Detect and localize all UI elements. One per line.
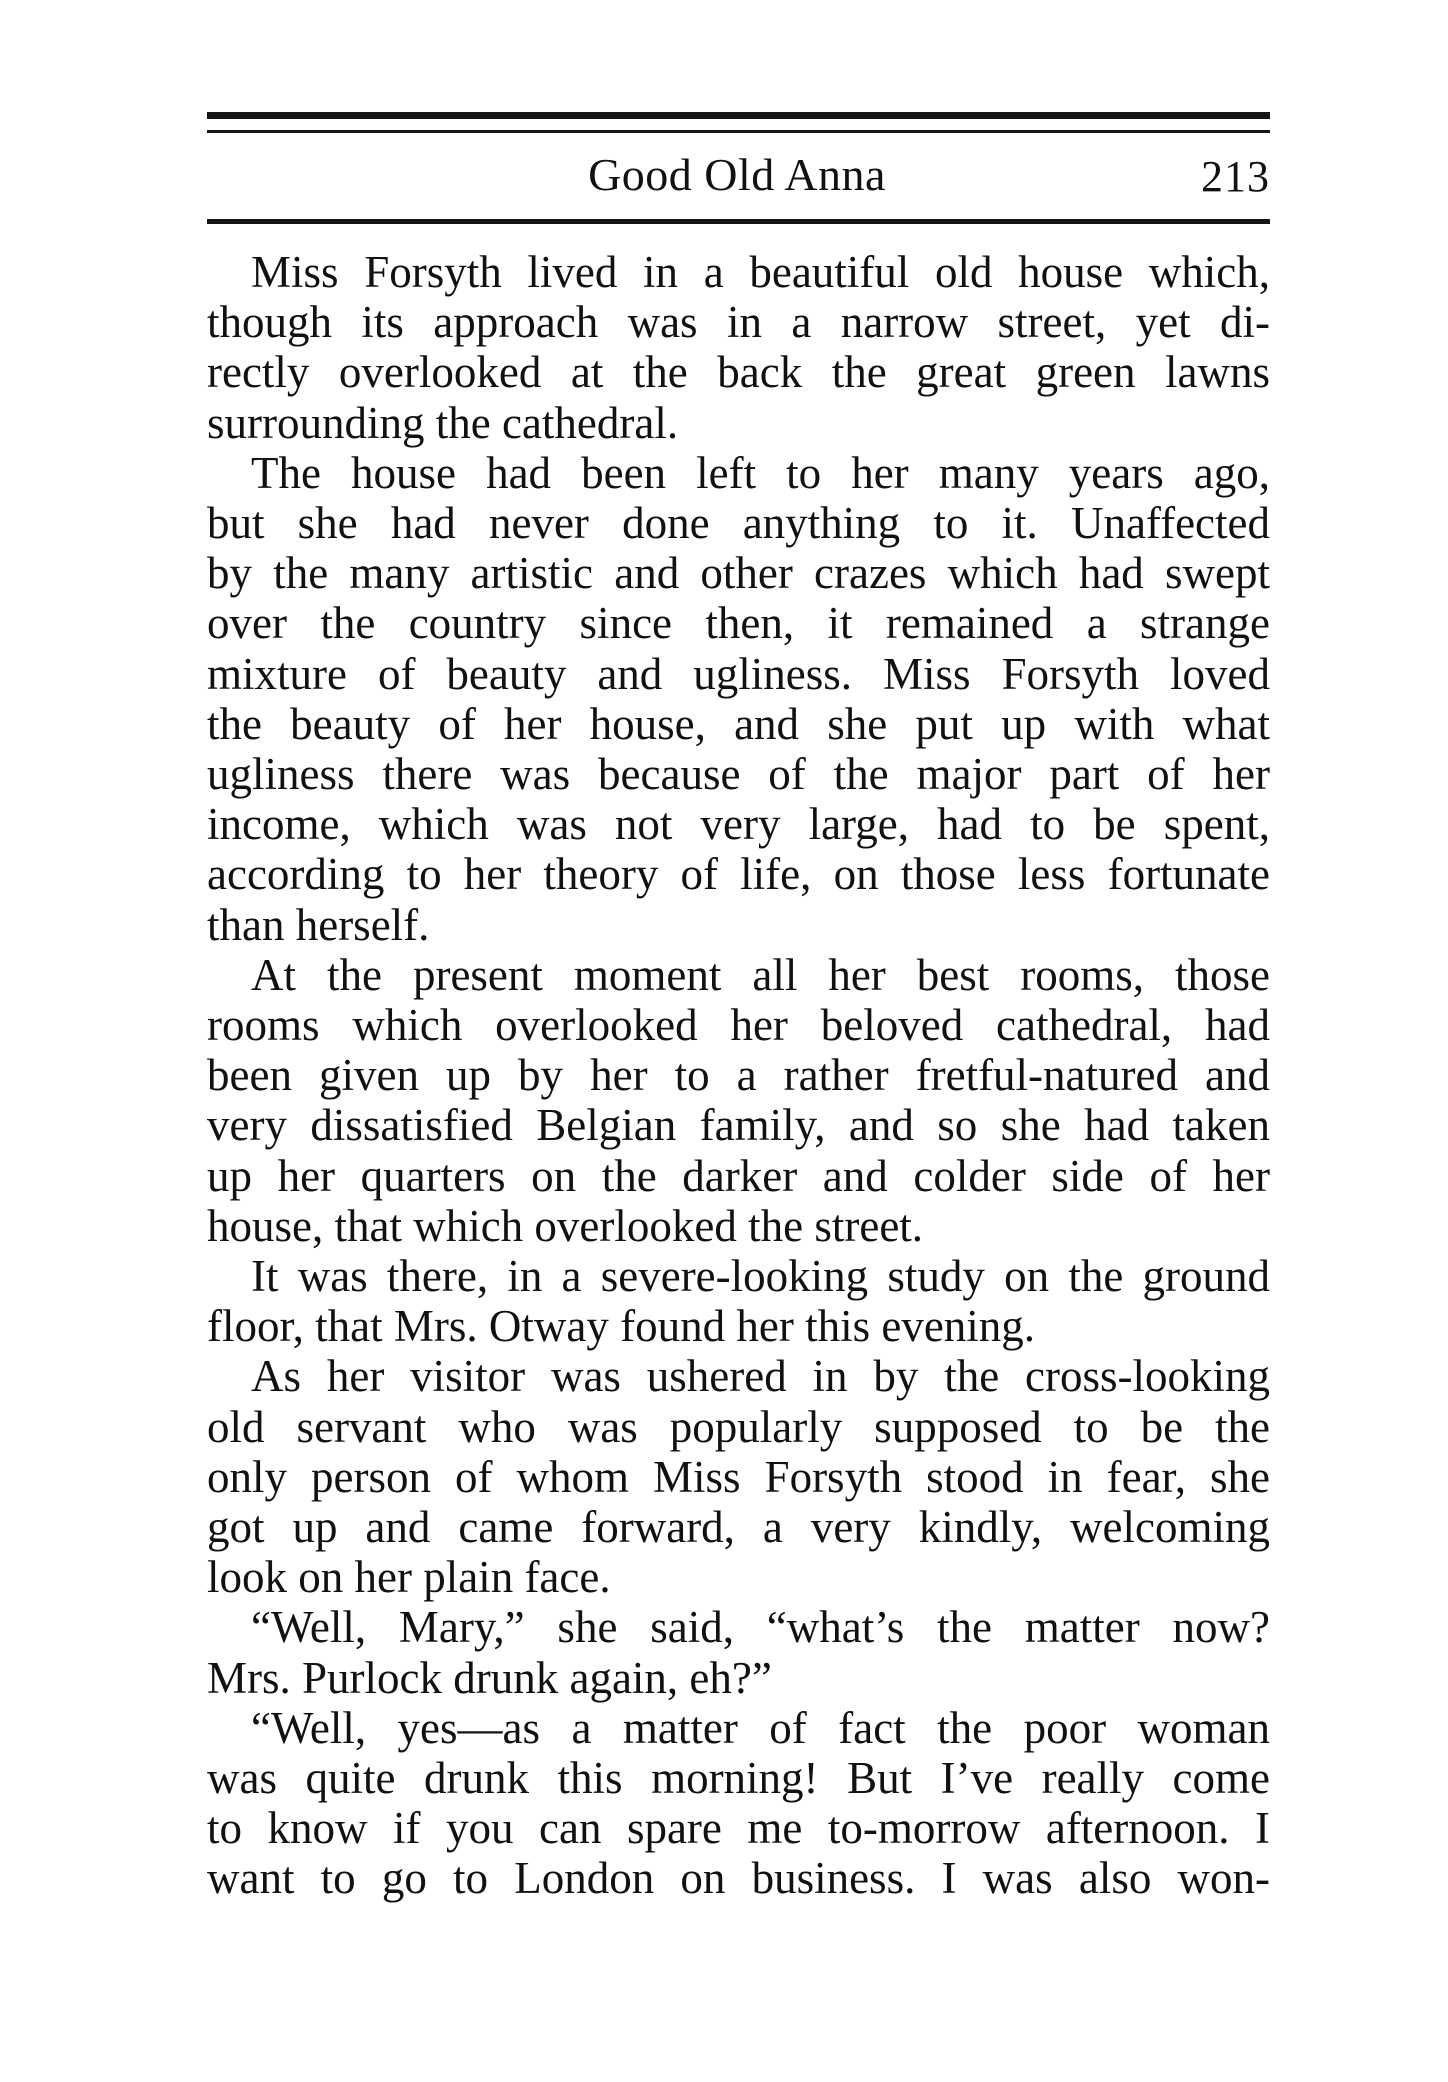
- text-line: up her quarters on the darker and colder side of her: [207, 1150, 1270, 1201]
- text-line: rectly overlooked at the back the great green lawns: [207, 347, 1270, 398]
- text-line: to know if you can spare me to-morrow afternoon. I: [207, 1803, 1270, 1854]
- text-line: but she had never done anything to it. Unaffected: [207, 498, 1270, 548]
- header-top-thick-rule: [207, 112, 1270, 119]
- text-line: old servant who was popularly supposed to be the: [207, 1401, 1270, 1452]
- text-line: got up and came forward, a very kindly, welcoming: [207, 1502, 1270, 1552]
- text-line: look on her plain face.: [207, 1552, 611, 1603]
- text-line: rooms which overlooked her beloved cathedral, had: [207, 1000, 1270, 1050]
- text-line: “Well, yes—as a matter of fact the poor woman: [251, 1702, 1270, 1753]
- text-line: been given up by her to a rather fretful-natured and: [207, 1050, 1270, 1101]
- text-line: As her visitor was ushered in by the cross-looking: [251, 1351, 1270, 1402]
- text-line: It was there, in a severe-looking study on the ground: [251, 1251, 1270, 1301]
- running-title: Good Old Anna: [588, 149, 886, 200]
- text-line: Miss Forsyth lived in a beautiful old house which,: [251, 247, 1270, 297]
- header-bottom-rule: [207, 219, 1270, 224]
- text-line: the beauty of her house, and she put up with what: [207, 698, 1270, 749]
- text-line: want to go to London on business. I was also won-: [207, 1853, 1270, 1904]
- text-line: by the many artistic and other crazes which had swept: [207, 548, 1270, 599]
- text-line: At the present moment all her best rooms, those: [251, 949, 1270, 1000]
- text-line: ugliness there was because of the major part of her: [207, 749, 1270, 799]
- page-number: 213: [1201, 152, 1270, 201]
- text-line: “Well, Mary,” she said, “what’s the matter now?: [251, 1602, 1270, 1653]
- text-line: over the country since then, it remained a strange: [207, 598, 1270, 649]
- text-line: only person of whom Miss Forsyth stood in fear, she: [207, 1451, 1270, 1502]
- header-top-thin-rule: [207, 130, 1270, 133]
- text-line: floor, that Mrs. Otway found her this evening.: [207, 1301, 1036, 1352]
- text-line: was quite drunk this morning! But I’ve really come: [207, 1753, 1270, 1803]
- text-line: surrounding the cathedral.: [207, 397, 679, 448]
- text-line: The house had been left to her many years ago,: [251, 447, 1270, 498]
- text-line: very dissatisfied Belgian family, and so she had taken: [207, 1100, 1270, 1151]
- text-line: according to her theory of life, on those less fortunate: [207, 849, 1270, 900]
- text-line: though its approach was in a narrow street, yet di-: [207, 297, 1270, 348]
- text-line: house, that which overlooked the street.: [207, 1200, 924, 1251]
- text-line: Mrs. Purlock drunk again, eh?”: [207, 1652, 772, 1703]
- text-line: income, which was not very large, had to be spent,: [207, 799, 1270, 850]
- text-line: than herself.: [207, 899, 430, 950]
- text-line: mixture of beauty and ugliness. Miss Forsyth loved: [207, 648, 1270, 699]
